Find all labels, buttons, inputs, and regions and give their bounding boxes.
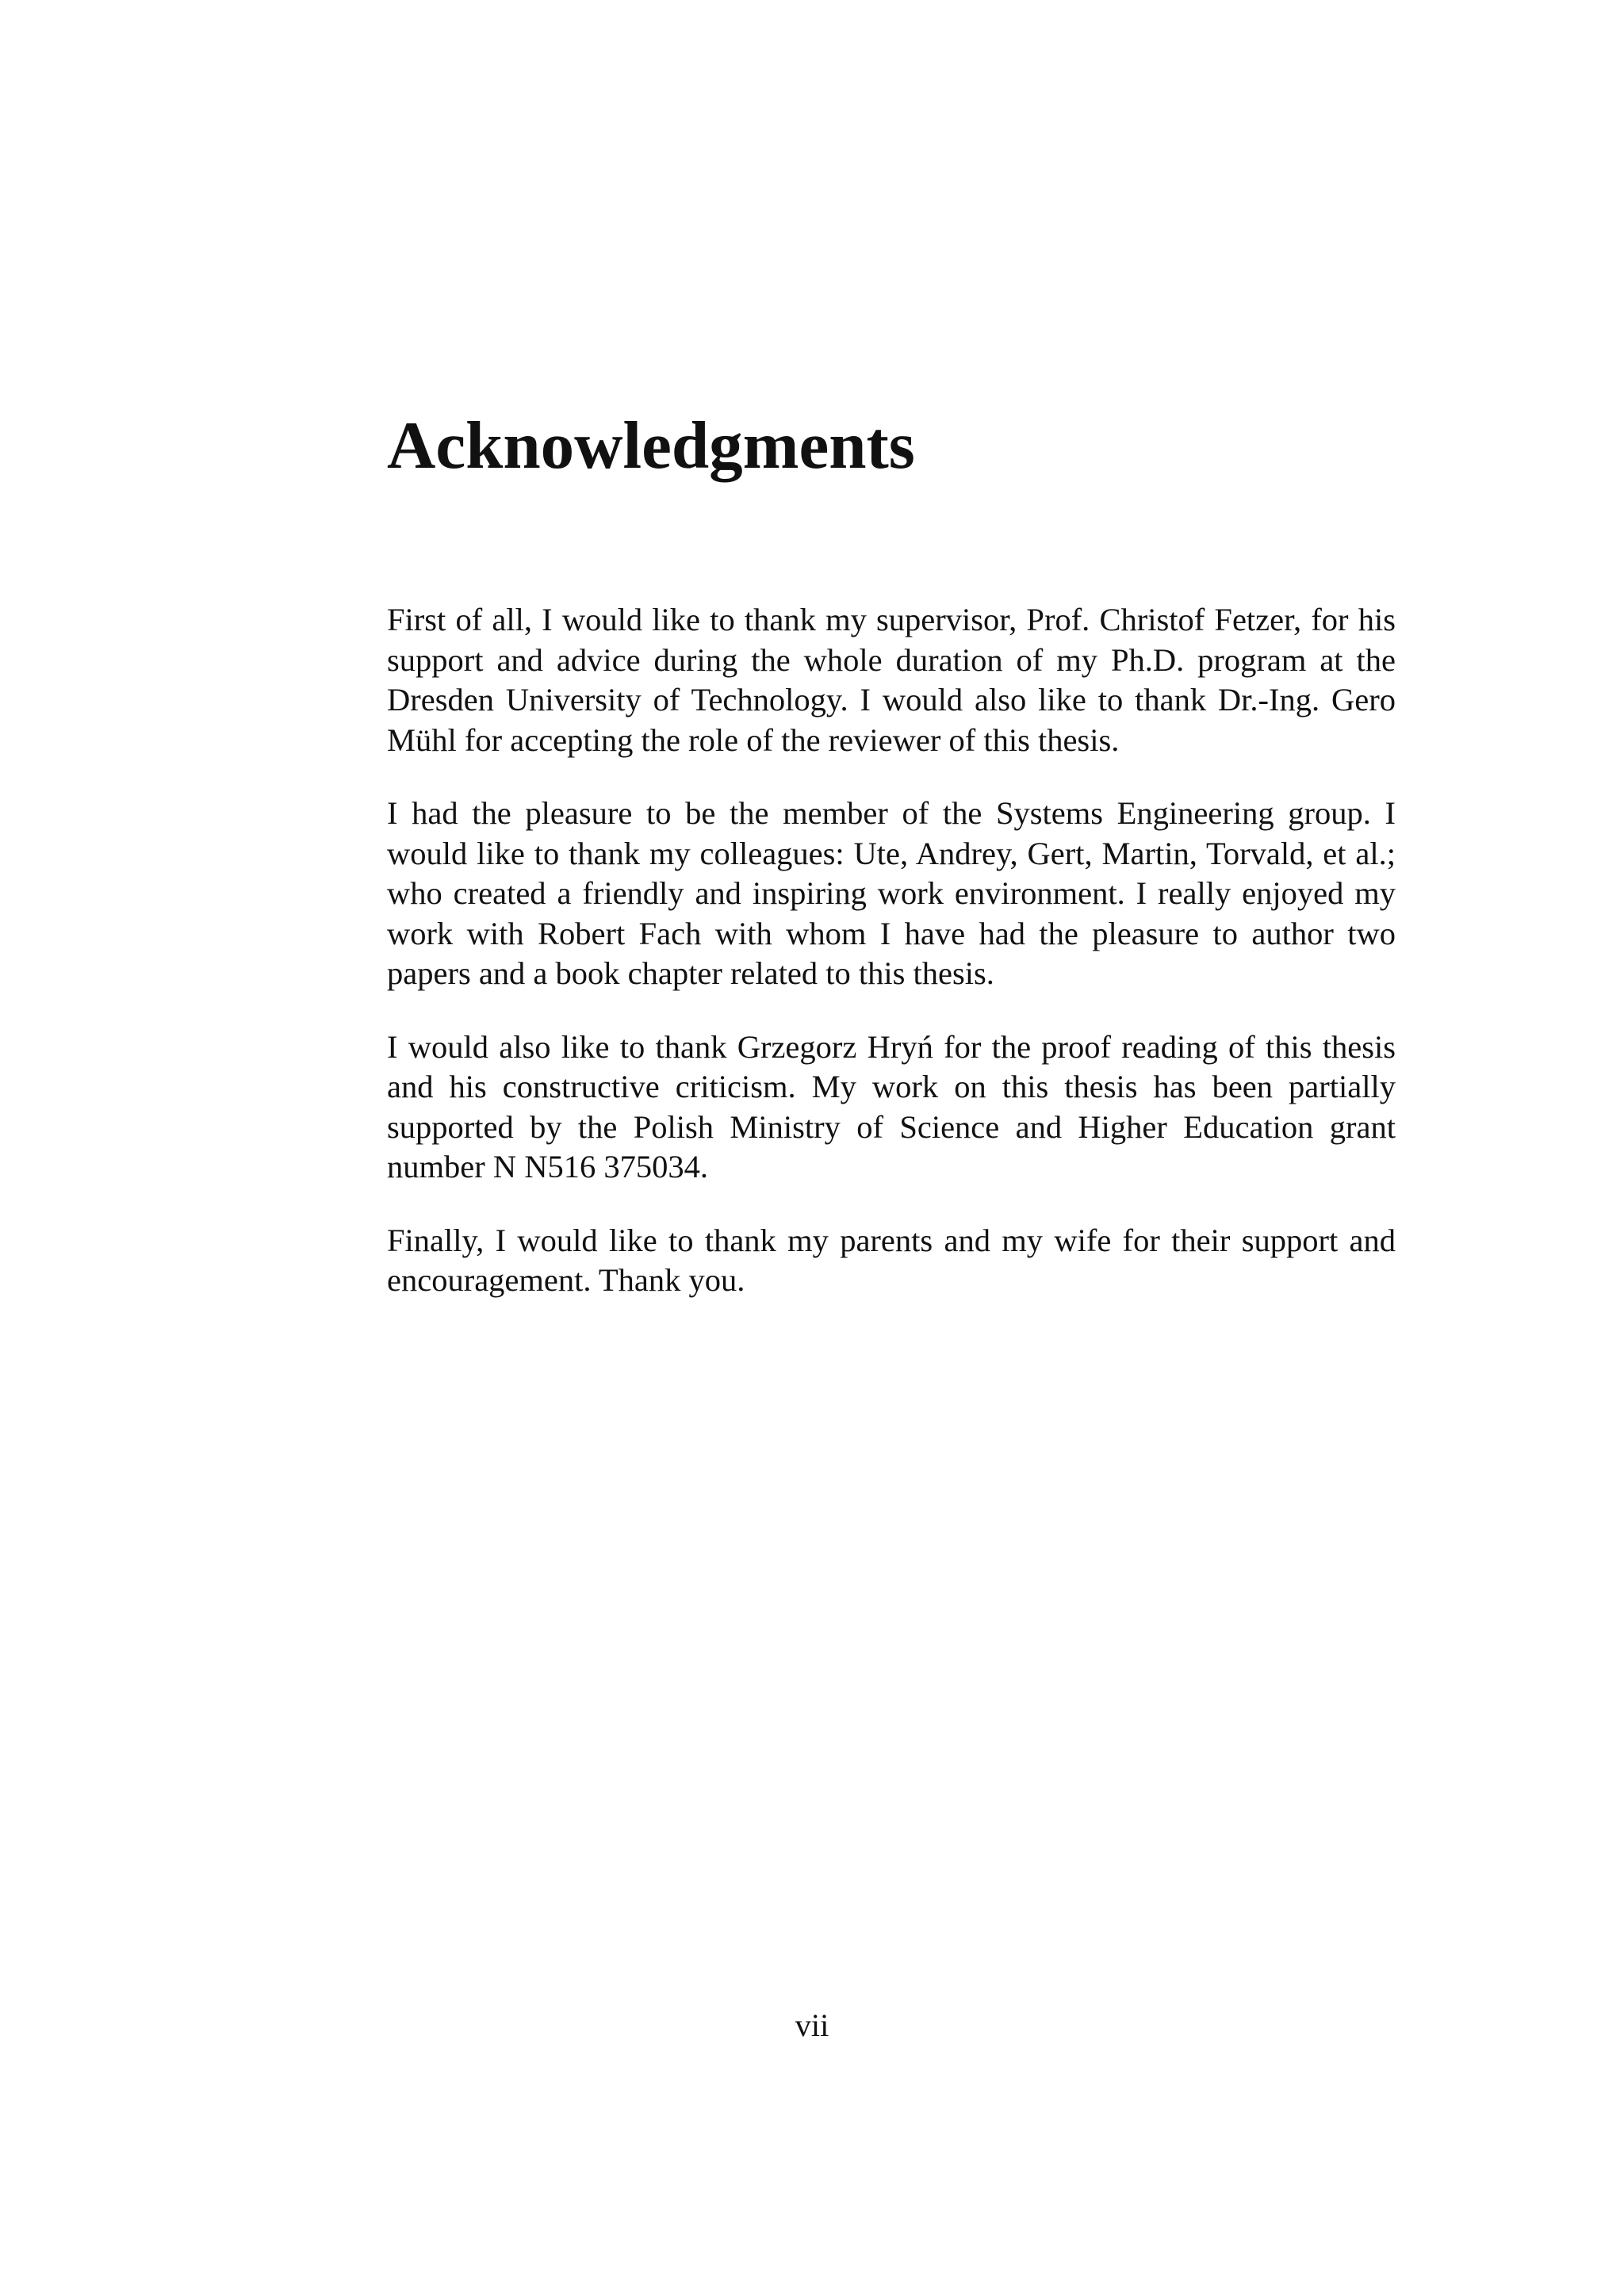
page-number: vii [795, 2007, 829, 2043]
paragraph-4: Finally, I would like to thank my parents and my wife for their support and encouragement. Thank you. [387, 1222, 1396, 1298]
section-heading: Acknowledgments [387, 408, 915, 483]
paragraph-3: I would also like to thank Grzegorz Hryń for the proof reading of this thesis and his constructive criticism. My work on this thesis has been partially supported by the Polish Ministry of Science and Higher Education grant number N N516 375034. [387, 1028, 1396, 1184]
paragraph-1: First of all, I would like to thank my supervisor, Prof. Christof Fetzer, for his support and advice during the whole duration of my Ph.D. program at the Dresden University of Technology. I would also like to thank Dr.-Ing. Gero Mühl for accepting the role of the reviewer of this thesis. [387, 602, 1396, 758]
paragraph-2: I had the pleasure to be the member of the Systems Engineering group. I would like to thank my colleagues: Ute, Andrey, Gert, Martin, Torvald, et al.; who created a friendly and inspiring work environment. I really enjoyed my work with Robert Fach with whom I have had the pleasure to author two papers and a book chapter related to this thesis. [387, 795, 1396, 991]
acknowledgments-body [387, 600, 1396, 1334]
